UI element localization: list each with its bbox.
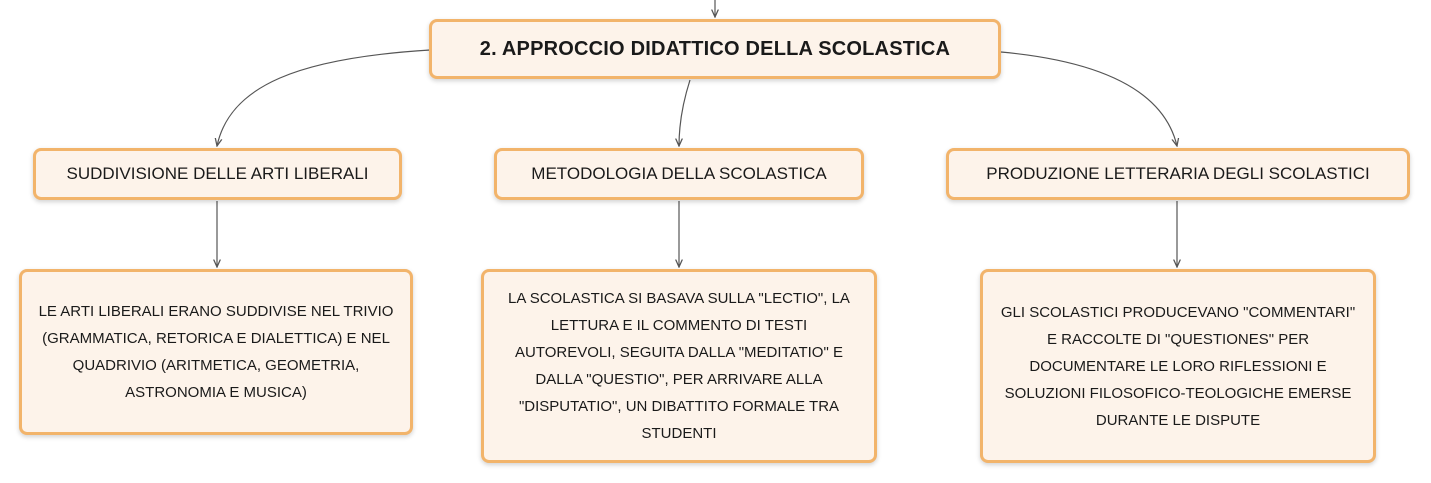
branch-title: PRODUZIONE LETTERARIA DEGLI SCOLASTICI xyxy=(986,164,1370,183)
root-node[interactable] xyxy=(429,19,1001,79)
branch-title: METODOLOGIA DELLA SCOLASTICA xyxy=(531,164,827,183)
branch-node-arti-liberali[interactable] xyxy=(33,148,402,200)
branch-node-metodologia[interactable] xyxy=(494,148,864,200)
detail-text: LA SCOLASTICA SI BASAVA SULLA "LECTIO", LA LETTURA E IL COMMENTO DI TESTI AUTOREVOLI, SEGUITA DALLA "MEDITATIO" E DALLA "QUESTIO", PER ARRIVARE ALLA "DISPUTATIO", UN DIBATTITO FORMALE TRA STUDENTI xyxy=(508,290,850,442)
detail-text: GLI SCOLASTICI PRODUCEVANO "COMMENTARI" E RACCOLTE DI "QUESTIONES" PER DOCUMENTARE LE LORO RIFLESSIONI E SOLUZIONI FILOSOFICO-TEOLOGICHE EMERSE DURANTE LE DISPUTE xyxy=(1000,303,1356,429)
branch-title: SUDDIVISIONE DELLE ARTI LIBERALI xyxy=(66,164,369,183)
detail-node-metodologia[interactable] xyxy=(481,269,877,463)
connector-root-to-branch-3 xyxy=(1001,52,1177,146)
detail-node-produzione-letteraria[interactable] xyxy=(980,269,1376,463)
connector-root-to-branch-1 xyxy=(217,50,430,146)
detail-node-arti-liberali[interactable] xyxy=(19,269,413,435)
detail-text: LE ARTI LIBERALI ERANO SUDDIVISE NEL TRIVIO (GRAMMATICA, RETORICA E DIALETTICA) E NEL QUADRIVIO (ARITMETICA, GEOMETRIA, ASTRONOMIA E MUSICA) xyxy=(38,303,394,401)
connector-root-to-branch-2 xyxy=(679,80,690,146)
root-title: 2. APPROCCIO DIDATTICO DELLA SCOLASTICA xyxy=(479,37,951,60)
branch-node-produzione-letteraria[interactable] xyxy=(946,148,1410,200)
